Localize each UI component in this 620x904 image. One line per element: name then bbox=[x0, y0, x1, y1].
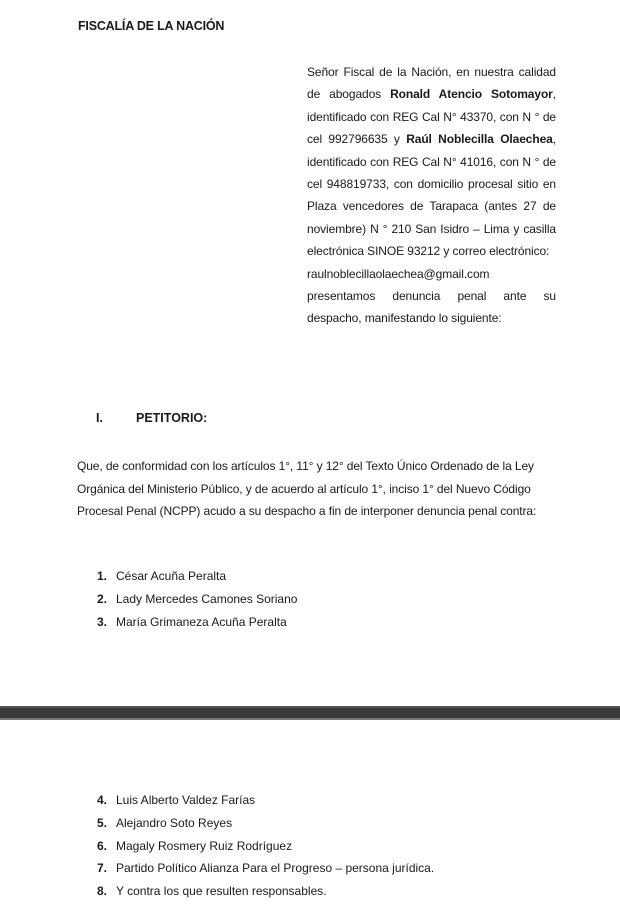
section-title: PETITORIO: bbox=[136, 411, 208, 425]
list-item: 3. María Grimaneza Acuña Peralta bbox=[97, 614, 287, 629]
list-item: 4. Luis Alberto Valdez Farías bbox=[97, 793, 256, 807]
intro-text-3: , identificado con REG Cal N° 41016, con N ° de cel 948819733, con domicilio procesal sitio en Plaza vencedores de Tarapaca (antes 27 de noviembre) N ° 210 San Isidro – Lima y casilla electrónica SINOE 93212 y correo electrónico: bbox=[307, 132, 556, 259]
accused-list-page-1 bbox=[97, 565, 297, 633]
intro-paragraph bbox=[307, 61, 556, 330]
list-item: 7. Partido Político Alianza Para el Progreso – persona jurídica. bbox=[97, 861, 435, 876]
list-item: 2. Lady Mercedes Camones Soriano bbox=[97, 591, 298, 606]
document-page-2 bbox=[0, 720, 620, 904]
intro-text-1: Señor Fiscal de la Nación, en nuestra calidad de abogados bbox=[307, 65, 556, 102]
list-item: 1. César Acuña Peralta bbox=[97, 569, 227, 583]
section-number: I. bbox=[96, 411, 103, 425]
section-heading bbox=[96, 411, 207, 425]
page-separator bbox=[0, 706, 620, 720]
lawyer-name-2: Raúl Noblecilla Olaechea bbox=[406, 132, 553, 147]
document-heading: FISCALÍA DE LA NACIÓN bbox=[78, 19, 225, 33]
intro-text-2: , identificado con REG Cal N° 43370, con N ° de cel 992796635 y bbox=[307, 87, 556, 147]
email-address: raulnoblecillaolaechea@gmail.com bbox=[307, 266, 490, 281]
accused-list-page-2 bbox=[97, 789, 434, 903]
petitorio-paragraph: Que, de conformidad con los artículos 1°, 11° y 12° del Texto Único Ordenado de la Ley Orgánica del Ministerio Público, y de acuerdo al artículo 1°, inciso 1° del Nuevo Código Procesal Penal (NCPP) acudo a su despacho a fin de interponer denuncia penal contra: bbox=[77, 459, 537, 518]
lawyer-name-1: Ronald Atencio Sotomayor bbox=[390, 87, 553, 102]
list-item: 8. Y contra los que resulten responsables. bbox=[97, 884, 327, 899]
list-item: 5. Alejandro Soto Reyes bbox=[97, 815, 233, 830]
list-item: 6. Magaly Rosmery Ruiz Rodríguez bbox=[97, 838, 293, 853]
intro-text-4: presentamos denuncia penal ante su despacho, manifestando lo siguiente: bbox=[307, 289, 556, 326]
